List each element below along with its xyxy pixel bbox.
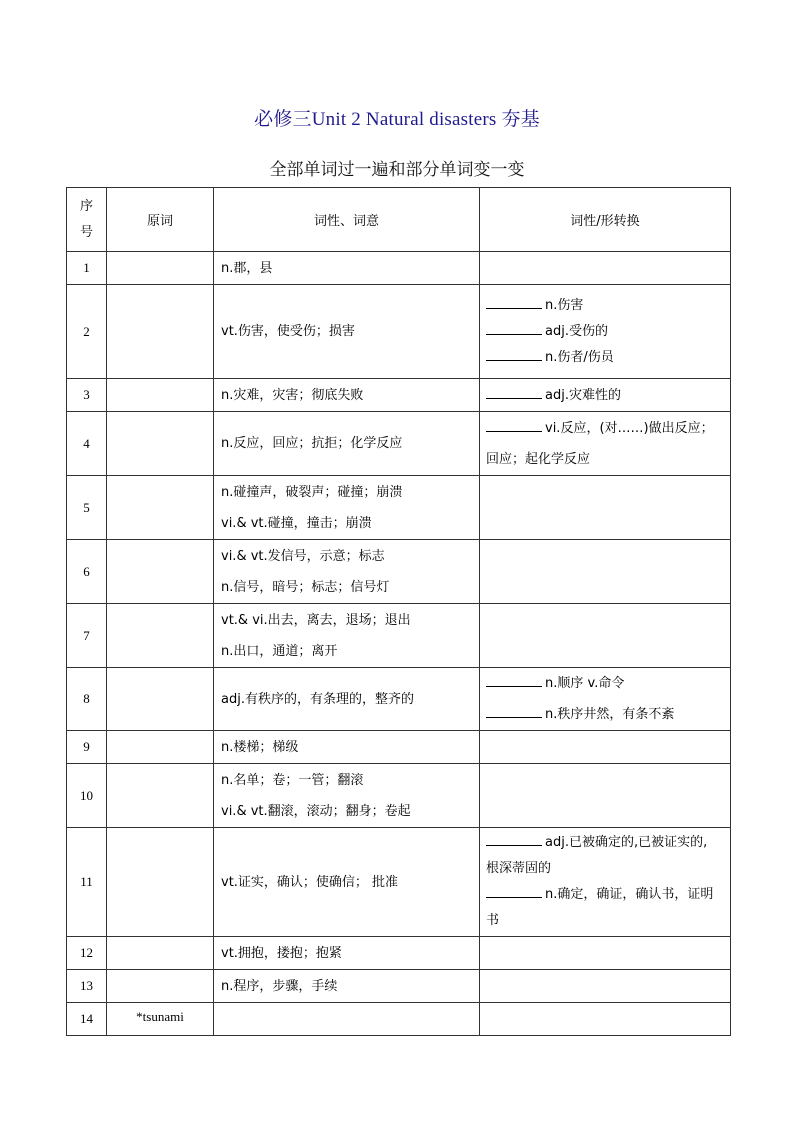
- forms-line: [486, 908, 730, 934]
- meaning-line: n.郡，县: [221, 260, 273, 276]
- forms-line: [486, 882, 730, 908]
- table-row: [67, 412, 731, 476]
- forms-cell: [480, 379, 731, 412]
- answer-blank[interactable]: [486, 322, 542, 335]
- word-cell[interactable]: [107, 379, 214, 412]
- meaning-cell: [214, 937, 480, 970]
- forms-text: 书: [486, 913, 500, 928]
- meaning-cell: [214, 828, 480, 937]
- row-number: 3: [67, 379, 107, 412]
- row-number: 10: [67, 764, 107, 828]
- meaning-cell: [214, 668, 480, 731]
- meaning-cell: [214, 285, 480, 379]
- forms-line: [486, 380, 730, 411]
- meaning-cell: [214, 540, 480, 604]
- meaning-line: vi.& vt.发信号，示意；标志: [221, 548, 385, 564]
- row-number: 6: [67, 540, 107, 604]
- row-number: 8: [67, 668, 107, 731]
- meaning-line: vi.& vt.碰撞，撞击；崩溃: [221, 515, 372, 531]
- answer-blank[interactable]: [486, 833, 542, 846]
- table-row: [67, 828, 731, 937]
- meaning-line: n.信号，暗号；标志；信号灯: [221, 579, 390, 595]
- word-cell: *tsunami: [107, 1003, 214, 1036]
- forms-cell: [480, 828, 731, 937]
- word-cell[interactable]: [107, 828, 214, 937]
- table-row: [67, 937, 731, 970]
- forms-line: [486, 444, 730, 475]
- word-cell[interactable]: [107, 764, 214, 828]
- word-cell[interactable]: [107, 970, 214, 1003]
- forms-text: n.伤者/伤员: [545, 349, 614, 365]
- answer-blank[interactable]: [486, 674, 542, 687]
- row-number: 13: [67, 970, 107, 1003]
- row-number: 11: [67, 828, 107, 937]
- meaning-line: n.楼梯；梯级: [221, 739, 299, 755]
- forms-text: adj.已被确定的,已被证实的,: [545, 835, 708, 850]
- forms-text: n.秩序井然，有条不紊: [545, 707, 675, 722]
- answer-blank[interactable]: [486, 705, 542, 718]
- meaning-cell: [214, 764, 480, 828]
- table-row: [67, 540, 731, 604]
- forms-cell: [480, 764, 731, 828]
- forms-text: adj.灾难性的: [545, 387, 621, 403]
- meaning-cell: [214, 379, 480, 412]
- meaning-cell: [214, 412, 480, 476]
- table-row: [67, 1003, 731, 1036]
- forms-line: [486, 830, 730, 856]
- forms-text: vi.反应，(对……)做出反应；: [545, 420, 714, 436]
- forms-line: [486, 856, 730, 882]
- answer-blank[interactable]: [486, 296, 542, 309]
- forms-text: n.顺序 v.命令: [545, 676, 625, 691]
- table-row: [67, 731, 731, 764]
- word-cell[interactable]: [107, 731, 214, 764]
- forms-cell: [480, 252, 731, 285]
- row-number: 4: [67, 412, 107, 476]
- table-row: [67, 668, 731, 731]
- forms-text: n.确定，确证，确认书，证明: [545, 887, 714, 902]
- meaning-line: n.碰撞声，破裂声；碰撞；崩溃: [221, 484, 403, 500]
- forms-text: adj.受伤的: [545, 323, 608, 339]
- meaning-line: vi.& vt.翻滚，滚动；翻身；卷起: [221, 803, 411, 819]
- header-meaning: 词性、词意: [214, 188, 480, 252]
- forms-line: [486, 319, 730, 345]
- row-number: 2: [67, 285, 107, 379]
- row-number: 1: [67, 252, 107, 285]
- header-forms: 词性/形转换: [480, 188, 731, 252]
- forms-text: n.伤害: [545, 297, 584, 313]
- word-cell[interactable]: [107, 476, 214, 540]
- forms-cell: [480, 285, 731, 379]
- table-header-row: [67, 188, 731, 252]
- forms-cell: [480, 937, 731, 970]
- forms-cell: [480, 476, 731, 540]
- word-cell[interactable]: [107, 937, 214, 970]
- meaning-cell: [214, 1003, 480, 1036]
- table-row: [67, 285, 731, 379]
- row-number: 5: [67, 476, 107, 540]
- page-subtitle: 全部单词过一遍和部分单词变一变: [269, 160, 525, 180]
- word-cell[interactable]: [107, 412, 214, 476]
- forms-line: [486, 413, 730, 444]
- forms-cell: [480, 668, 731, 731]
- word-cell[interactable]: [107, 252, 214, 285]
- word-cell[interactable]: [107, 285, 214, 379]
- meaning-line: vt.拥抱，搂抱；抱紧: [221, 945, 342, 961]
- answer-blank[interactable]: [486, 386, 542, 399]
- meaning-line: n.程序，步骤，手续: [221, 978, 338, 994]
- row-number: 14: [67, 1003, 107, 1036]
- meaning-line: vt.证实，确认；使确信； 批准: [221, 874, 399, 890]
- table-row: [67, 970, 731, 1003]
- row-number: 7: [67, 604, 107, 668]
- meaning-line: n.灾难，灾害；彻底失败: [221, 387, 364, 403]
- forms-cell: [480, 731, 731, 764]
- table-row: [67, 379, 731, 412]
- table-row: [67, 252, 731, 285]
- row-number: 9: [67, 731, 107, 764]
- answer-blank[interactable]: [486, 419, 542, 432]
- header-word: 原词: [107, 188, 214, 252]
- meaning-cell: [214, 476, 480, 540]
- answer-blank[interactable]: [486, 885, 542, 898]
- meaning-cell: [214, 252, 480, 285]
- table-body: [67, 252, 731, 1036]
- vocabulary-table: [66, 187, 731, 1036]
- meaning-cell: [214, 604, 480, 668]
- header-number: 序 号: [67, 188, 107, 252]
- meaning-line: n.名单；卷；一管；翻滚: [221, 772, 364, 788]
- forms-cell: [480, 1003, 731, 1036]
- word-cell[interactable]: [107, 604, 214, 668]
- meaning-line: adj.有秩序的，有条理的，整齐的: [221, 691, 414, 707]
- forms-line: [486, 699, 730, 730]
- page-title: 必修三Unit 2 Natural disasters 夯基: [254, 109, 540, 130]
- word-cell[interactable]: [107, 668, 214, 731]
- meaning-line: vt.伤害，使受伤；损害: [221, 324, 355, 339]
- forms-line: [486, 293, 730, 319]
- table-row: [67, 764, 731, 828]
- row-number: 12: [67, 937, 107, 970]
- meaning-line: n.反应，回应；抗拒；化学反应: [221, 436, 403, 451]
- meaning-line: n.出口，通道；离开: [221, 643, 338, 659]
- meaning-line: vt.& vi.出去，离去，退场；退出: [221, 612, 411, 628]
- forms-text: 根深蒂固的: [486, 861, 552, 876]
- table-row: [67, 604, 731, 668]
- forms-cell: [480, 540, 731, 604]
- forms-cell: [480, 412, 731, 476]
- forms-cell: [480, 970, 731, 1003]
- word-cell[interactable]: [107, 540, 214, 604]
- meaning-cell: [214, 731, 480, 764]
- forms-cell: [480, 604, 731, 668]
- forms-text: 回应；起化学反应: [486, 451, 591, 467]
- meaning-cell: [214, 970, 480, 1003]
- table-row: [67, 476, 731, 540]
- answer-blank[interactable]: [486, 348, 542, 361]
- forms-line: [486, 345, 730, 371]
- forms-line: [486, 668, 730, 699]
